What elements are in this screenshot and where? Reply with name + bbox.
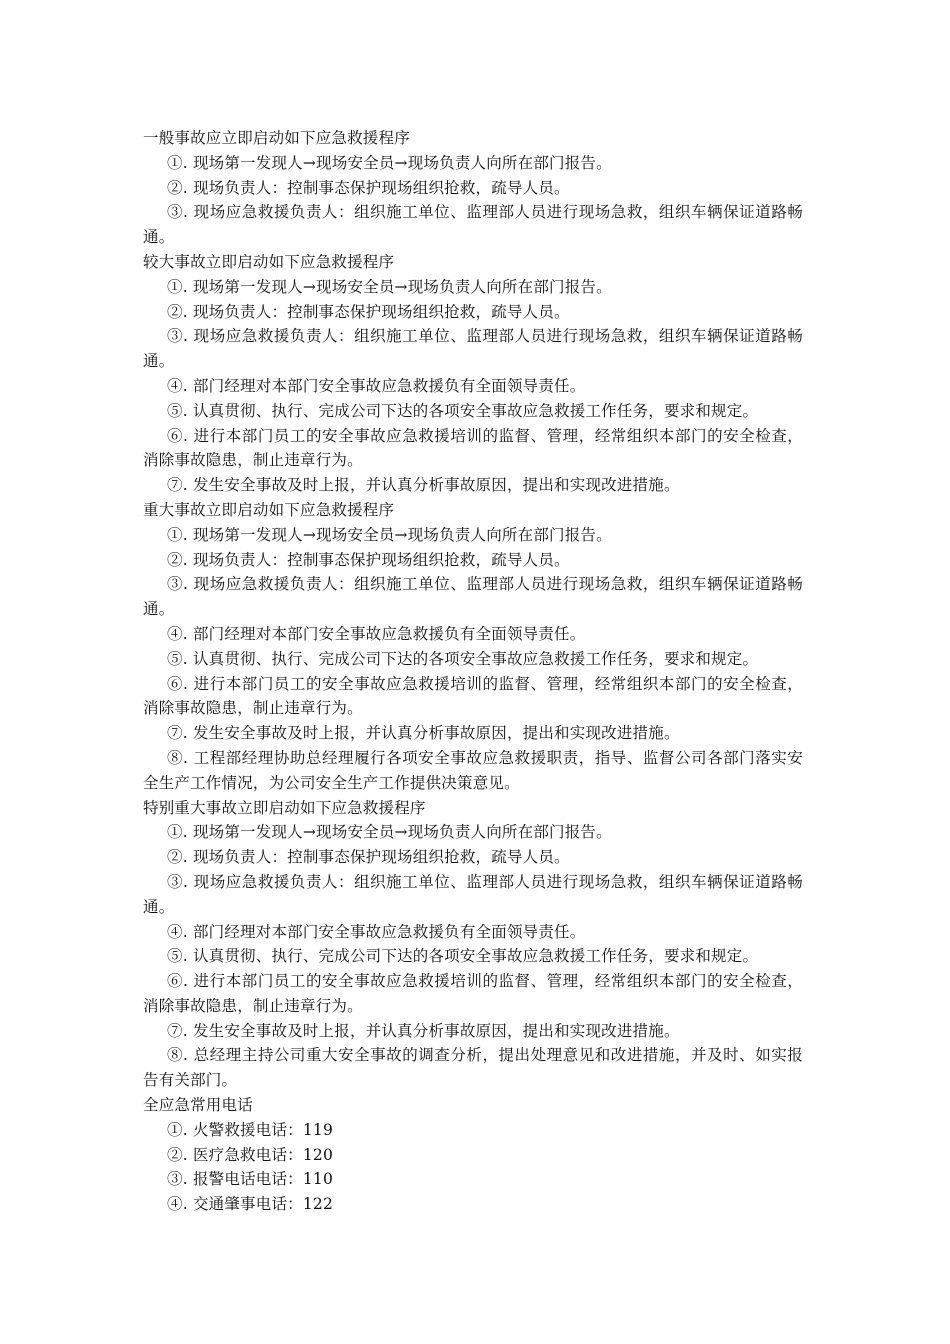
procedure-item: ①. 现场第一发现人→现场安全员→现场负责人向所在部门报告。 [167,525,612,544]
procedure-item: ⑧. 总经理主持公司重大安全事故的调查分析，提出处理意见和改进措施，并及时、如实报告有关部门。 [143,1046,803,1090]
section-emergency-phones [143,1093,803,1217]
procedure-item: ①. 现场第一发现人→现场安全员→现场负责人向所在部门报告。 [167,823,612,842]
procedure-item: ⑦. 发生安全事故及时上报，并认真分析事故原因，提出和实现改进措施。 [167,1021,680,1040]
procedure-item: ⑦. 发生安全事故及时上报，并认真分析事故原因，提出和实现改进措施。 [167,476,680,495]
procedure-item: ②. 现场负责人：控制事态保护现场组织抢救，疏导人员。 [167,550,570,569]
procedure-item: ③. 现场应急救援负责人：组织施工单位、监理部人员进行现场急救，组织车辆保证道路畅通。 [143,575,803,619]
procedure-item: ⑥. 进行本部门员工的安全事故应急救援培训的监督、管理，经常组织本部门的安全检查，消除事故隐患，制止违章行为。 [143,426,803,470]
section-heading: 特别重大事故立即启动如下应急救援程序 [143,798,426,817]
section-general-accident [143,126,803,250]
procedure-item: ③. 现场应急救援负责人：组织施工单位、监理部人员进行现场急救，组织车辆保证道路畅通。 [143,327,803,371]
procedure-item: ②. 现场负责人：控制事态保护现场组织抢救，疏导人员。 [167,178,570,197]
procedure-item: ②. 现场负责人：控制事态保护现场组织抢救，疏导人员。 [167,302,570,321]
phone-item: ③. 报警电话电话：110 [167,1170,334,1189]
procedure-item: ⑥. 进行本部门员工的安全事故应急救援培训的监督、管理，经常组织本部门的安全检查，消除事故隐患，制止违章行为。 [143,674,803,718]
procedure-item: ⑤. 认真贯彻、执行、完成公司下达的各项安全事故应急救援工作任务，要求和规定。 [167,401,759,420]
procedure-item: ④. 部门经理对本部门安全事故应急救援负有全面领导责任。 [167,624,586,643]
procedure-item: ③. 现场应急救援负责人：组织施工单位、监理部人员进行现场急救，组织车辆保证道路畅通。 [143,872,803,916]
section-major-accident [143,250,803,498]
section-heading: 全应急常用电话 [143,1096,253,1115]
document-body [143,126,803,1217]
procedure-item: ⑤. 认真贯彻、执行、完成公司下达的各项安全事故应急救援工作任务，要求和规定。 [167,947,759,966]
procedure-item: ⑦. 发生安全事故及时上报，并认真分析事故原因，提出和实现改进措施。 [167,724,680,743]
section-especially-serious-accident [143,796,803,1094]
procedure-item: ①. 现场第一发现人→现场安全员→现场负责人向所在部门报告。 [167,153,612,172]
procedure-item: ②. 现场负责人：控制事态保护现场组织抢救，疏导人员。 [167,848,570,867]
procedure-item: ⑤. 认真贯彻、执行、完成公司下达的各项安全事故应急救援工作任务，要求和规定。 [167,649,759,668]
section-serious-accident [143,498,803,796]
procedure-item: ③. 现场应急救援负责人：组织施工单位、监理部人员进行现场急救，组织车辆保证道路畅通。 [143,203,803,247]
procedure-item: ①. 现场第一发现人→现场安全员→现场负责人向所在部门报告。 [167,277,612,296]
phone-item: ②. 医疗急救电话：120 [167,1145,334,1164]
procedure-item: ⑧. 工程部经理协助总经理履行各项安全事故应急救援职责，指导、监督公司各部门落实安全生产工作情况，为公司安全生产工作提供决策意见。 [143,748,803,792]
section-heading: 较大事故立即启动如下应急救援程序 [143,252,395,271]
section-heading: 一般事故应立即启动如下应急救援程序 [143,129,410,147]
phone-item: ①. 火警救援电话：119 [167,1120,334,1139]
phone-item: ④. 交通肇事电话：122 [167,1195,334,1214]
section-heading: 重大事故立即启动如下应急救援程序 [143,500,395,519]
procedure-item: ④. 部门经理对本部门安全事故应急救援负有全面领导责任。 [167,376,586,395]
procedure-item: ④. 部门经理对本部门安全事故应急救援负有全面领导责任。 [167,922,586,941]
procedure-item: ⑥. 进行本部门员工的安全事故应急救援培训的监督、管理，经常组织本部门的安全检查，消除事故隐患，制止违章行为。 [143,972,803,1015]
